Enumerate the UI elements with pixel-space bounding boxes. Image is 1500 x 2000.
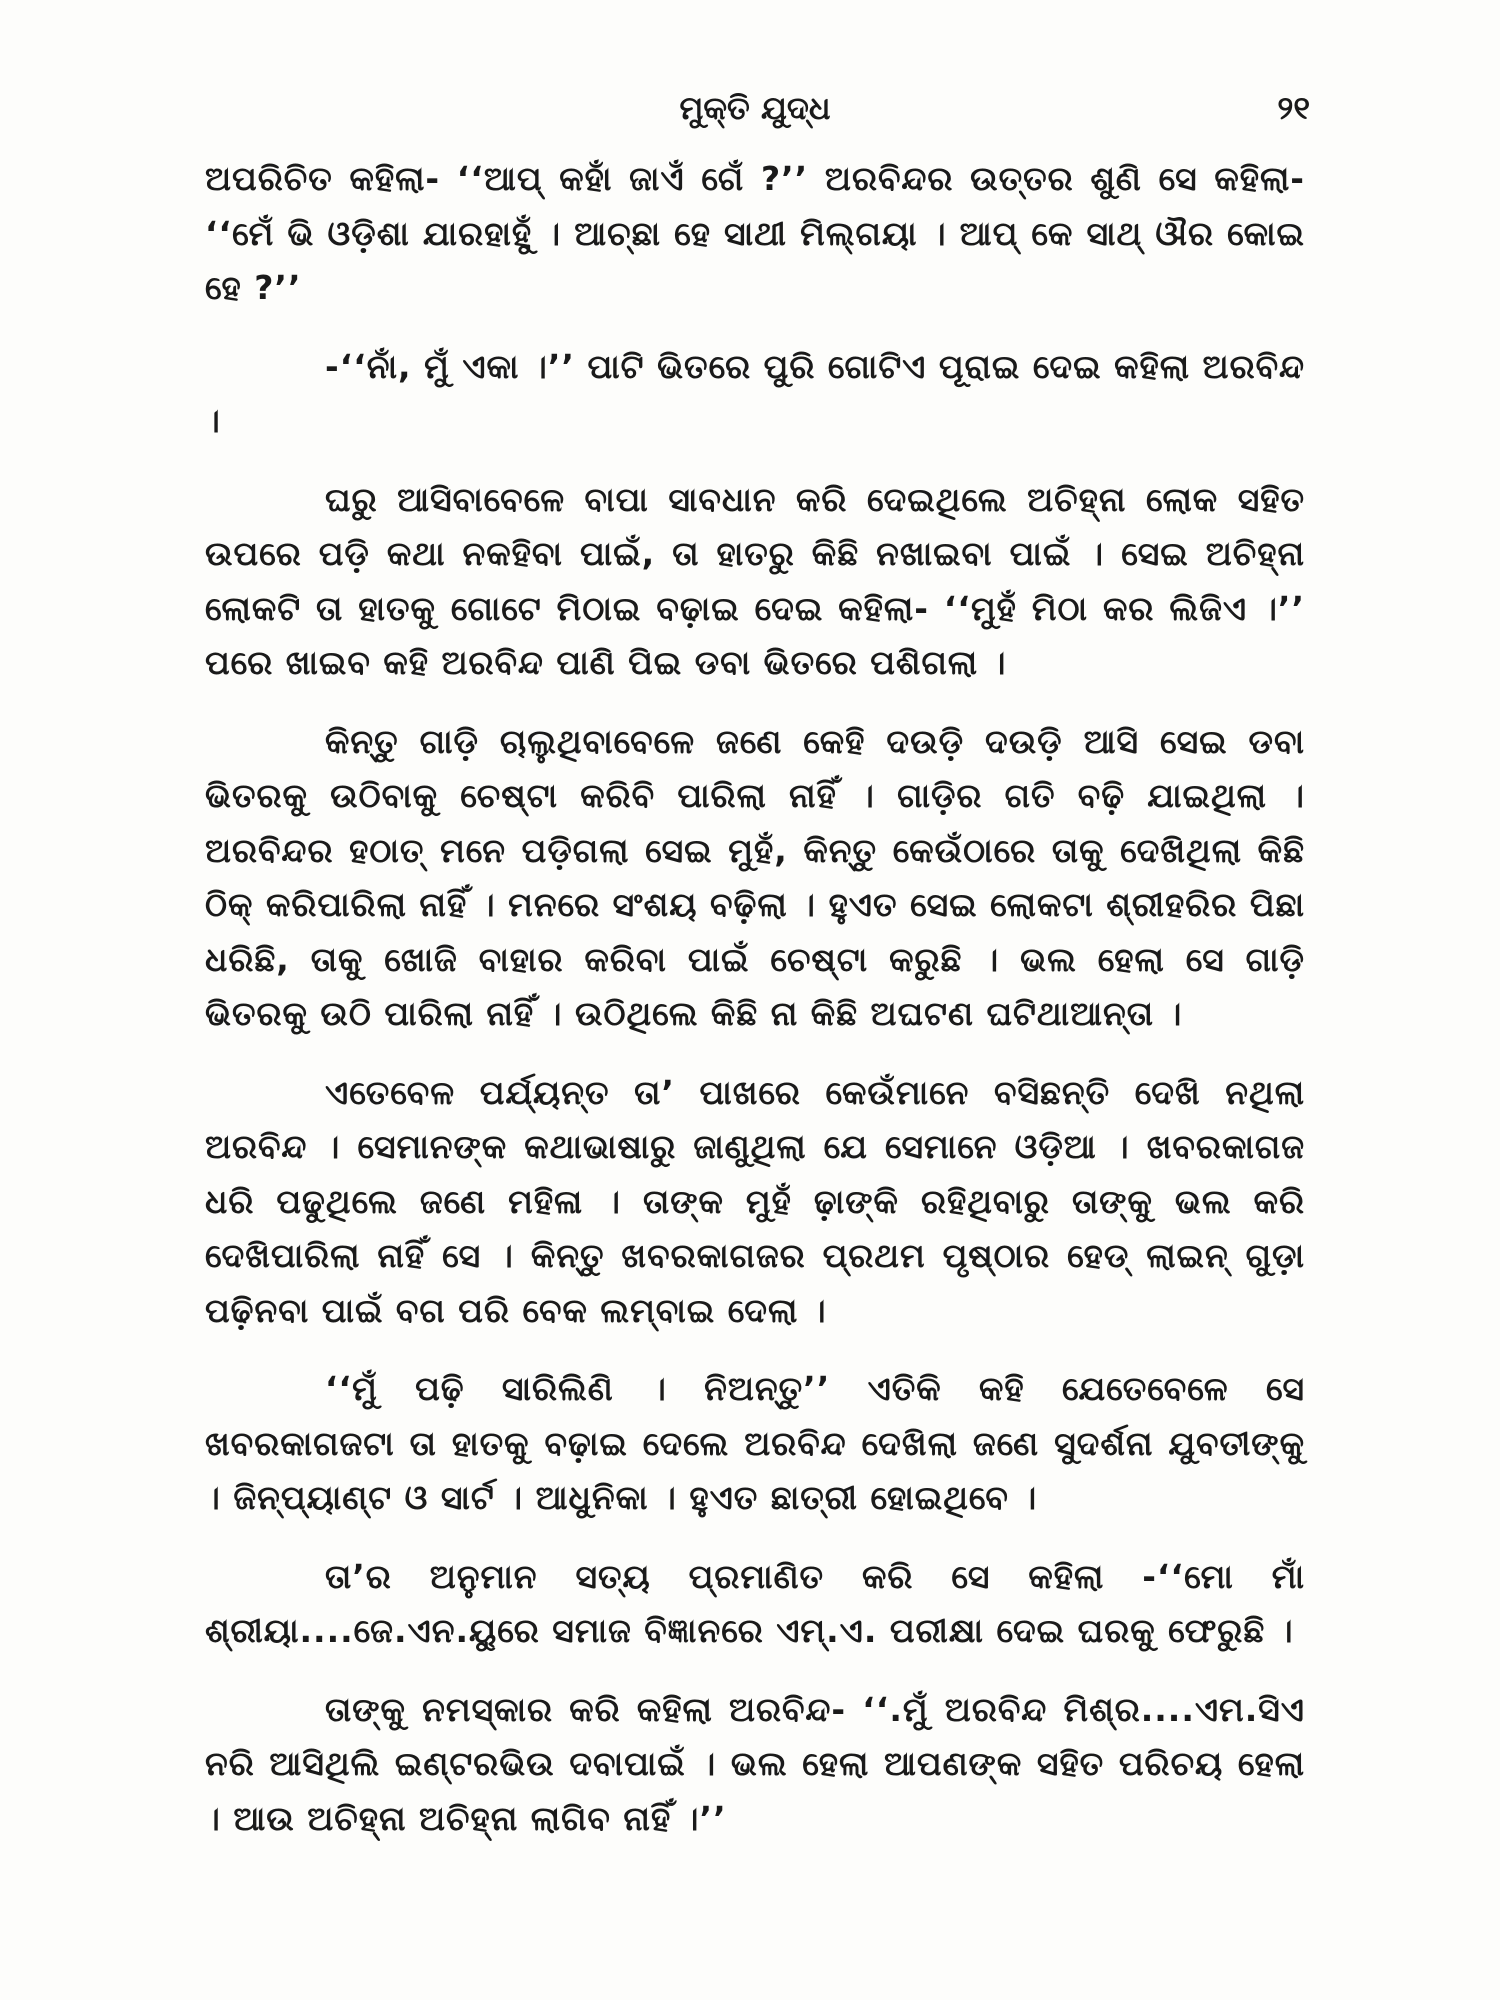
body-text (205, 152, 1305, 1870)
paragraph-2: -‘‘ନାଁ, ମୁଁ ଏକା ।’’ ପାଟି ଭିତରେ ପୁରି ଗୋଟିଏ ପୂରାଇ ଦେଇ କହିଲା ଅରବିନ୍ଦ । (205, 346, 1305, 440)
paragraph-4: କିନ୍ତୁ ଗାଡ଼ି ଚାଲୁଥିବାବେଳେ ଜଣେ କେହି ଦଉଡ଼ି ଦଉଡ଼ି ଆସି ସେଇ ଡବା ଭିତରକୁ ଉଠିବାକୁ ଚେଷ୍ଟା କରିବି ପାରିଲା ନାହିଁ । ଗାଡ଼ିର ଗତି ବଢ଼ି ଯାଇଥିଲା । ଅରବିନ୍ଦର ହଠାତ୍ ମନେ ପଡ଼ିଗଲା ସେଇ ମୁହଁ, କିନ୍ତୁ କେଉଁଠାରେ ତାକୁ ଦେଖିଥିଲା କିଛି ଠିକ୍ କରିପାରିଲା ନାହିଁ । ମନରେ ସଂଶୟ ବଢ଼ିଲା । ହୁଏତ ସେଇ ଲୋକଟା ଶ୍ରୀହରିର ପିଛା ଧରିଛି, ତାକୁ ଖୋଜି ବାହାର କରିବା ପାଇଁ ଚେଷ୍ଟା କରୁଛି । ଭଲ ହେଲା ସେ ଗାଡ଼ି ଭିତରକୁ ଉଠି ପାରିଲା ନାହିଁ । ଉଠିଥିଲେ କିଛି ନା କିଛି ଅଘଟଣ ଘଟିଥାଆନ୍ତା । (205, 721, 1305, 1033)
paragraph-1: ଅପରିଚିତ କହିଲା- ‘‘ଆପ୍ କହାଁ ଜାଏଁ ଗେଁ ?’’ ଅରବିନ୍ଦର ଉତ୍ତର ଶୁଣି ସେ କହିଲା- ‘‘ମେଁ ଭି ଓଡ଼ିଶା ଯାରହାହୁଁ । ଆଚ୍ଛା ହେ ସାଥୀ ମିଲ୍‌ଗୟା । ଆପ୍ କେ ସାଥ୍ ଔର କୋଇ ହେ ?’’ (205, 159, 1305, 307)
paragraph-5: ଏତେବେଳ ପର୍ଯ୍ୟନ୍ତ ତା’ ପାଖରେ କେଉଁମାନେ ବସିଛନ୍ତି ଦେଖି ନଥିଲା ଅରବିନ୍ଦ । ସେମାନଙ୍କ କଥାଭାଷାରୁ ଜାଣୁଥିଲା ଯେ ସେମାନେ ଓଡ଼ିଆ । ଖବରକାଗଜ ଧରି ପଢୁଥିଲେ ଜଣେ ମହିଳା । ତାଙ୍କ ମୁହଁ ଢ଼ାଙ୍କି ରହିଥିବାରୁ ତାଙ୍କୁ ଭଲ କରି ଦେଖିପାରିଲା ନାହିଁ ସେ । କିନ୍ତୁ ଖବରକାଗଜର ପ୍ରଥମ ପୃଷ୍ଠାର ହେଡ୍ ଲାଇନ୍ ଗୁଡ଼ା ପଢ଼ିନବା ପାଇଁ ବଗ ପରି ବେକ ଲମ୍ବାଇ ଦେଲା । (205, 1072, 1305, 1330)
paragraph-6: ‘‘ମୁଁ ପଢ଼ି ସାରିଲିଣି । ନିଅନ୍ତୁ’’ ଏତିକି କହି ଯେତେବେଳେ ସେ ଖବରକାଗଜଟା ତା ହାତକୁ ବଢ଼ାଇ ଦେଲେ ଅରବିନ୍ଦ ଦେଖିଲା ଜଣେ ସୁଦର୍ଶନା ଯୁବତୀଙ୍କୁ । ଜିନ୍‌ପ୍ୟାଣ୍ଟ ଓ ସାର୍ଟ । ଆଧୁନିକା । ହୁଏତ ଛାତ୍ରୀ ହୋଇଥିବେ । (205, 1369, 1305, 1517)
paragraph-8: ତାଙ୍କୁ ନମସ୍କାର କରି କହିଲା ଅରବିନ୍ଦ- ‘‘.ମୁଁ ଅରବିନ୍ଦ ମିଶ୍ର....ଏମ.ସିଏ ନରି ଆସିଥିଲି ଇଣ୍ଟରଭିଉ ଦବାପାଇଁ । ଭଲ ହେଲା ଆପଣଙ୍କ ସହିତ ପରିଚୟ ହେଲା । ଆଉ ଅଚିହ୍ନା ଅଚିହ୍ନା ଲାଗିବ ନାହିଁ ।’’ (205, 1689, 1305, 1838)
paragraph-7: ତା’ର ଅନୁମାନ ସତ୍ୟ ପ୍ରମାଣିତ କରି ସେ କହିଲା -‘‘ମୋ ମାଁ ଶ୍ରୀୟା....ଜେ.ଏନ.ୟୁରେ ସମାଜ ବିଜ୍ଞାନରେ ଏମ୍.ଏ. ପରୀକ୍ଷା ଦେଇ ଘରକୁ ଫେରୁଛି । (205, 1556, 1305, 1650)
paragraph-3: ଘରୁ ଆସିବାବେଳେ ବାପା ସାବଧାନ କରି ଦେଇଥିଲେ ଅଚିହ୍ନା ଲୋକ ସହିତ ଉପରେ ପଡ଼ି କଥା ନକହିବା ପାଇଁ, ତା ହାତରୁ କିଛି ନଖାଇବା ପାଇଁ । ସେଇ ଅଚିହ୍ନା ଲୋକଟି ତା ହାତକୁ ଗୋଟେ ମିଠାଇ ବଢ଼ାଇ ଦେଇ କହିଲା- ‘‘ମୁହଁ ମିଠା କର ଲିଜିଏ ।’’ ପରେ ଖାଇବ କହି ଅରବିନ୍ଦ ପାଣି ପିଇ ଡବା ଭିତରେ ପଶିଗଲା । (205, 479, 1305, 682)
running-title: ମୁକ୍ତି ଯୁଦ୍ଧ (679, 89, 831, 127)
page-number: ୨୧ (1277, 89, 1310, 127)
page-header (200, 84, 1310, 144)
